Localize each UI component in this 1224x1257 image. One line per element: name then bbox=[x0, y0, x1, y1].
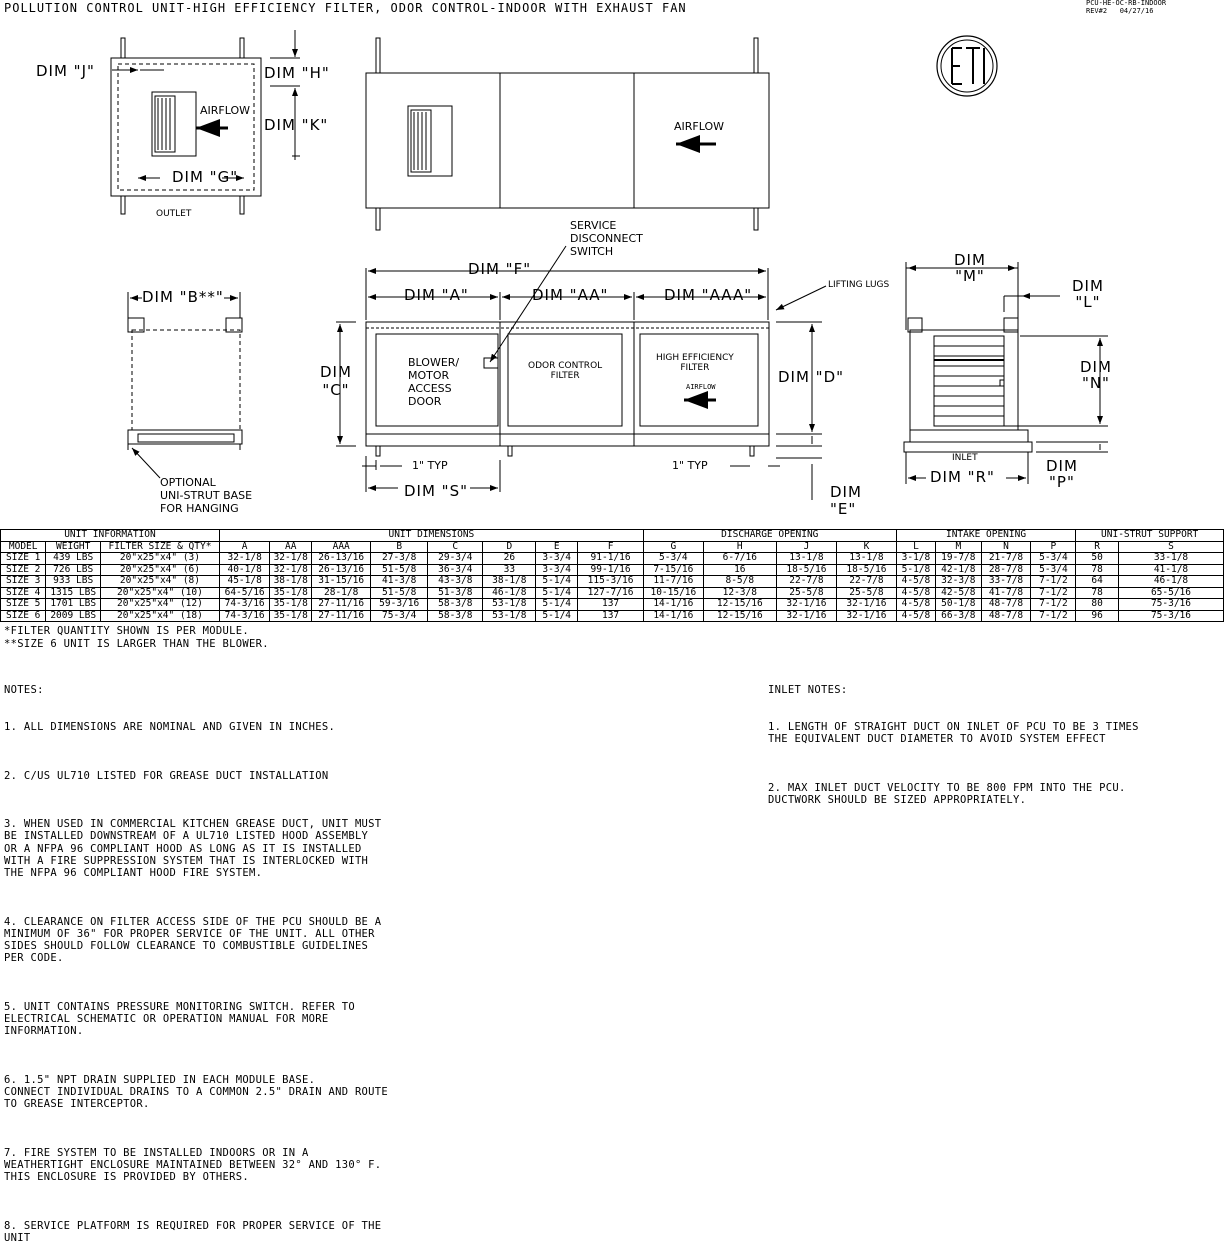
column-header: MODEL bbox=[1, 541, 46, 553]
table-cell: 51-5/8 bbox=[371, 587, 428, 599]
table-cell: 5-1/8 bbox=[896, 564, 935, 576]
dim-aa-label: DIM "AA" bbox=[532, 286, 609, 304]
table-cell: 5-1/4 bbox=[536, 587, 578, 599]
table-cell: 5-3/4 bbox=[643, 553, 703, 565]
table-cell: SIZE 5 bbox=[1, 599, 46, 611]
inlet-note-2: 2. MAX INLET DUCT VELOCITY TO BE 800 FPM INTO THE PCU. DUCTWORK SHOULD BE SIZED APPROPRIATELY. bbox=[768, 781, 1126, 807]
group-intake: INTAKE OPENING bbox=[896, 530, 1076, 542]
table-cell: 53-1/8 bbox=[483, 599, 536, 611]
table-cell: 50-1/8 bbox=[936, 599, 981, 611]
dim-e-label: DIM "E" bbox=[830, 483, 862, 518]
group-unit-dimensions: UNIT DIMENSIONS bbox=[219, 530, 643, 542]
typ-right-label: 1" TYP bbox=[672, 459, 708, 472]
dim-d-label: DIM "D" bbox=[778, 368, 845, 386]
table-cell: 12-3/8 bbox=[703, 587, 776, 599]
table-cell: 20"x25"x4" (6) bbox=[101, 564, 220, 576]
blower-door-label: BLOWER/ MOTOR ACCESS DOOR bbox=[408, 356, 460, 408]
dim-f-label: DIM "F" bbox=[468, 260, 532, 278]
table-cell: 99-1/16 bbox=[578, 564, 644, 576]
column-header: J bbox=[776, 541, 836, 553]
table-row bbox=[1, 576, 1224, 588]
dim-j-label: DIM "J" bbox=[36, 62, 95, 80]
column-header: WEIGHT bbox=[46, 541, 101, 553]
table-cell: 21-7/8 bbox=[981, 553, 1031, 565]
table-cell: 7-15/16 bbox=[643, 564, 703, 576]
group-strut: UNI-STRUT SUPPORT bbox=[1076, 530, 1224, 542]
table-cell: 51-5/8 bbox=[371, 564, 428, 576]
table-cell: 4-5/8 bbox=[896, 610, 935, 622]
table-cell: 5-1/4 bbox=[536, 576, 578, 588]
side-airflow-label: AIRFLOW bbox=[686, 383, 716, 391]
table-cell: 28-7/8 bbox=[981, 564, 1031, 576]
table-cell: 45-1/8 bbox=[219, 576, 269, 588]
table-row bbox=[1, 587, 1224, 599]
table-cell: 78 bbox=[1076, 587, 1119, 599]
inlet-label: INLET bbox=[952, 453, 978, 463]
table-cell: 46-1/8 bbox=[483, 587, 536, 599]
document-code: PCU-HE-OC-RB-INDOOR bbox=[1086, 0, 1167, 7]
table-cell: 50 bbox=[1076, 553, 1119, 565]
note-8: 8. SERVICE PLATFORM IS REQUIRED FOR PROPER SERVICE OF THE UNIT bbox=[4, 1219, 382, 1245]
column-header: AA bbox=[270, 541, 312, 553]
table-cell: 13-1/8 bbox=[837, 553, 897, 565]
strut-note: OPTIONAL UNI-STRUT BASE FOR HANGING bbox=[160, 476, 253, 515]
dim-l-label: DIM "L" bbox=[1072, 277, 1104, 311]
table-cell: 32-1/16 bbox=[837, 610, 897, 622]
table-cell: 31-15/16 bbox=[312, 576, 371, 588]
table-cell: 75-3/16 bbox=[1118, 610, 1223, 622]
column-header: L bbox=[896, 541, 935, 553]
column-header: R bbox=[1076, 541, 1119, 553]
table-cell: 42-1/8 bbox=[936, 564, 981, 576]
drawing-title: POLLUTION CONTROL UNIT-HIGH EFFICIENCY FILTER, ODOR CONTROL-INDOOR WITH EXHAUST FAN bbox=[4, 1, 687, 15]
footnote-size6: **SIZE 6 UNIT IS LARGER THAN THE BLOWER. bbox=[4, 638, 269, 650]
dim-s-label: DIM "S" bbox=[404, 482, 469, 500]
table-cell: 32-1/8 bbox=[270, 564, 312, 576]
outlet-airflow-label: AIRFLOW bbox=[200, 104, 251, 117]
table-cell: 22-7/8 bbox=[776, 576, 836, 588]
table-cell: 20"x25"x4" (10) bbox=[101, 587, 220, 599]
service-switch-label: SERVICE DISCONNECT SWITCH bbox=[570, 219, 643, 258]
column-header: P bbox=[1031, 541, 1076, 553]
table-cell: 35-1/8 bbox=[270, 610, 312, 622]
column-header: A bbox=[219, 541, 269, 553]
table-cell: 48-7/8 bbox=[981, 610, 1031, 622]
table-cell: 28-1/8 bbox=[312, 587, 371, 599]
dim-m-label: DIM "M" bbox=[954, 251, 986, 285]
table-cell: 18-5/16 bbox=[837, 564, 897, 576]
table-cell: 35-1/8 bbox=[270, 587, 312, 599]
table-cell: 5-3/4 bbox=[1031, 553, 1076, 565]
table-cell: 12-15/16 bbox=[703, 610, 776, 622]
table-cell: 46-1/8 bbox=[1118, 576, 1223, 588]
table-cell: 137 bbox=[578, 599, 644, 611]
hepa-filter-label: HIGH EFFICIENCY FILTER bbox=[656, 353, 734, 373]
table-cell: 51-3/8 bbox=[428, 587, 483, 599]
table-cell: 80 bbox=[1076, 599, 1119, 611]
table-cell: 14-1/16 bbox=[643, 599, 703, 611]
table-cell: 20"x25"x4" (3) bbox=[101, 553, 220, 565]
table-cell: 74-3/16 bbox=[219, 599, 269, 611]
table-cell: 32-1/16 bbox=[776, 610, 836, 622]
note-6: 6. 1.5" NPT DRAIN SUPPLIED IN EACH MODULE BASE. CONNECT INDIVIDUAL DRAINS TO A COMMON 2.5" DRAIN AND ROUTE TO GREASE INTERCEPTOR. bbox=[4, 1073, 389, 1111]
table-cell: 58-3/8 bbox=[428, 599, 483, 611]
table-cell: 115-3/16 bbox=[578, 576, 644, 588]
table-cell: 78 bbox=[1076, 564, 1119, 576]
table-cell: 36-3/4 bbox=[428, 564, 483, 576]
table-row bbox=[1, 599, 1224, 611]
table-cell: 32-1/16 bbox=[776, 599, 836, 611]
table-cell: 12-15/16 bbox=[703, 599, 776, 611]
table-cell: 25-5/8 bbox=[776, 587, 836, 599]
notes-section bbox=[4, 660, 388, 1257]
table-cell: 4-5/8 bbox=[896, 587, 935, 599]
table-cell: 137 bbox=[578, 610, 644, 622]
table-cell: 42-5/8 bbox=[936, 587, 981, 599]
column-header: FILTER SIZE & QTY* bbox=[101, 541, 220, 553]
table-cell: 127-7/16 bbox=[578, 587, 644, 599]
table-cell: 64 bbox=[1076, 576, 1119, 588]
dim-c-label: DIM "C" bbox=[320, 363, 352, 399]
table-cell: 5-1/4 bbox=[536, 610, 578, 622]
table-cell: 65-5/16 bbox=[1118, 587, 1223, 599]
table-cell: 48-7/8 bbox=[981, 599, 1031, 611]
table-cell: 4-5/8 bbox=[896, 576, 935, 588]
table-cell: SIZE 1 bbox=[1, 553, 46, 565]
table-cell: 26 bbox=[483, 553, 536, 565]
note-3: 3. WHEN USED IN COMMERCIAL KITCHEN GREASE DUCT, UNIT MUST BE INSTALLED DOWNSTREAM OF A UL710 LISTED HOOD ASSEMBLY OR A NFPA 96 COMPLIANT HOOD AS LONG AS IT IS INSTALLED WITH A FIRE SUPPRESSION SYSTEM THAT IS INTERLOCKED WITH THE NFPA 96 COMPLIANT HOOD FIRE SYSTEM. bbox=[4, 818, 382, 880]
left-end-view bbox=[128, 288, 242, 478]
table-cell: 1701 LBS bbox=[46, 599, 101, 611]
table-cell: 32-1/8 bbox=[270, 553, 312, 565]
column-header: D bbox=[483, 541, 536, 553]
revision-label: REV#2 04/27/16 bbox=[1086, 7, 1154, 15]
table-cell: 25-5/8 bbox=[837, 587, 897, 599]
table-cell: 26-13/16 bbox=[312, 553, 371, 565]
table-cell: 7-1/2 bbox=[1031, 599, 1076, 611]
table-cell: 33-1/8 bbox=[1118, 553, 1223, 565]
column-header: N bbox=[981, 541, 1031, 553]
table-row bbox=[1, 564, 1224, 576]
inlet-note-1: 1. LENGTH OF STRAIGHT DUCT ON INLET OF PCU TO BE 3 TIMES THE EQUIVALENT DUCT DIAMETER TO AVOID SYSTEM EFFECT bbox=[768, 721, 1139, 746]
table-cell: 19-7/8 bbox=[936, 553, 981, 565]
dim-g-label: DIM "G" bbox=[172, 168, 239, 186]
dim-a-label: DIM "A" bbox=[404, 286, 469, 304]
outlet-label: OUTLET bbox=[156, 209, 192, 219]
table-cell: 27-3/8 bbox=[371, 553, 428, 565]
table-cell: 26-13/16 bbox=[312, 564, 371, 576]
table-cell: 38-1/8 bbox=[483, 576, 536, 588]
table-cell: 3-3/4 bbox=[536, 564, 578, 576]
note-1: 1. ALL DIMENSIONS ARE NOMINAL AND GIVEN IN INCHES. bbox=[4, 721, 336, 734]
lifting-lugs-label: LIFTING LUGS bbox=[828, 280, 890, 290]
table-cell: 439 LBS bbox=[46, 553, 101, 565]
table-cell: 7-1/2 bbox=[1031, 576, 1076, 588]
table-cell: 58-3/8 bbox=[428, 610, 483, 622]
column-header: S bbox=[1118, 541, 1223, 553]
dim-k-label: DIM "K" bbox=[264, 116, 329, 134]
table-group-row bbox=[1, 530, 1224, 542]
column-header: G bbox=[643, 541, 703, 553]
table-cell: 40-1/8 bbox=[219, 564, 269, 576]
table-cell: 4-5/8 bbox=[896, 599, 935, 611]
table-cell: 53-1/8 bbox=[483, 610, 536, 622]
table-cell: 1315 LBS bbox=[46, 587, 101, 599]
note-4: 4. CLEARANCE ON FILTER ACCESS SIDE OF THE PCU SHOULD BE A MINIMUM OF 36" FOR PROPER SERVICE OF THE UNIT. ALL OTHER SIDES SHOULD FOLLOW CLEARANCE TO COMBUSTIBLE GUIDELINES PER CODE. bbox=[4, 915, 382, 965]
table-cell: 29-3/4 bbox=[428, 553, 483, 565]
table-cell: 91-1/16 bbox=[578, 553, 644, 565]
table-cell: 726 LBS bbox=[46, 564, 101, 576]
table-cell: 27-11/16 bbox=[312, 610, 371, 622]
notes-heading: NOTES: bbox=[4, 684, 44, 697]
table-cell: 5-1/4 bbox=[536, 599, 578, 611]
table-cell: 14-1/16 bbox=[643, 610, 703, 622]
note-2: 2. C/US UL710 LISTED FOR GREASE DUCT INSTALLATION bbox=[4, 769, 329, 782]
table-cell: 7-1/2 bbox=[1031, 610, 1076, 622]
footnote-filter: *FILTER QUANTITY SHOWN IS PER MODULE. bbox=[4, 625, 249, 637]
table-header-row bbox=[1, 541, 1224, 553]
table-cell: 7-1/2 bbox=[1031, 587, 1076, 599]
dim-b-label: DIM "B**" bbox=[142, 288, 224, 306]
table-cell: 32-1/8 bbox=[219, 553, 269, 565]
table-cell: 96 bbox=[1076, 610, 1119, 622]
table-cell: 41-3/8 bbox=[371, 576, 428, 588]
inlet-notes-heading: INLET NOTES: bbox=[768, 684, 848, 697]
table-cell: 41-7/8 bbox=[981, 587, 1031, 599]
dim-p-label: DIM "P" bbox=[1046, 457, 1078, 491]
table-cell: 22-7/8 bbox=[837, 576, 897, 588]
column-header: M bbox=[936, 541, 981, 553]
table-cell: SIZE 6 bbox=[1, 610, 46, 622]
column-header: E bbox=[536, 541, 578, 553]
table-cell: 66-3/8 bbox=[936, 610, 981, 622]
table-cell: 20"x25"x4" (12) bbox=[101, 599, 220, 611]
column-header: H bbox=[703, 541, 776, 553]
top-view bbox=[366, 38, 769, 230]
table-cell: 5-3/4 bbox=[1031, 564, 1076, 576]
table-cell: 13-1/8 bbox=[776, 553, 836, 565]
dim-n-label: DIM "N" bbox=[1080, 358, 1112, 392]
table-cell: 8-5/8 bbox=[703, 576, 776, 588]
table-cell: 43-3/8 bbox=[428, 576, 483, 588]
table-cell: 2009 LBS bbox=[46, 610, 101, 622]
table-row bbox=[1, 610, 1224, 622]
column-header: C bbox=[428, 541, 483, 553]
table-cell: 32-3/8 bbox=[936, 576, 981, 588]
typ-left-label: 1" TYP bbox=[412, 459, 448, 472]
dim-h-label: DIM "H" bbox=[264, 64, 330, 82]
column-header: B bbox=[371, 541, 428, 553]
table-cell: 41-1/8 bbox=[1118, 564, 1223, 576]
table-cell: 75-3/4 bbox=[371, 610, 428, 622]
column-header: F bbox=[578, 541, 644, 553]
note-7: 7. FIRE SYSTEM TO BE INSTALLED INDOORS OR IN A WEATHERTIGHT ENCLOSURE MAINTAINED BETWEEN 32° AND 130° F. THIS ENCLOSURE IS PROVIDED BY OTHERS. bbox=[4, 1146, 382, 1184]
table-cell: 20"x25"x4" (8) bbox=[101, 576, 220, 588]
table-cell: 27-11/16 bbox=[312, 599, 371, 611]
inlet-notes-section bbox=[768, 660, 1139, 830]
table-cell: 64-5/16 bbox=[219, 587, 269, 599]
technical-drawing bbox=[0, 0, 1224, 530]
table-cell: 18-5/16 bbox=[776, 564, 836, 576]
column-header: AAA bbox=[312, 541, 371, 553]
table-cell: 35-1/8 bbox=[270, 599, 312, 611]
table-cell: 3-3/4 bbox=[536, 553, 578, 565]
table-cell: 33 bbox=[483, 564, 536, 576]
table-cell: SIZE 4 bbox=[1, 587, 46, 599]
table-cell: 33-7/8 bbox=[981, 576, 1031, 588]
table-body bbox=[1, 553, 1224, 622]
table-cell: 74-3/16 bbox=[219, 610, 269, 622]
unit-spec-table bbox=[0, 529, 1224, 622]
etl-listed-logo bbox=[937, 36, 997, 96]
table-cell: 20"x25"x4" (18) bbox=[101, 610, 220, 622]
dim-aaa-label: DIM "AAA" bbox=[664, 286, 753, 304]
odor-filter-label: ODOR CONTROL FILTER bbox=[528, 361, 603, 381]
group-discharge: DISCHARGE OPENING bbox=[643, 530, 896, 542]
table-cell: SIZE 2 bbox=[1, 564, 46, 576]
table-row bbox=[1, 553, 1224, 565]
table-cell: 3-1/8 bbox=[896, 553, 935, 565]
table-cell: 38-1/8 bbox=[270, 576, 312, 588]
table-cell: 32-1/16 bbox=[837, 599, 897, 611]
table-cell: 11-7/16 bbox=[643, 576, 703, 588]
table-cell: SIZE 3 bbox=[1, 576, 46, 588]
table-cell: 6-7/16 bbox=[703, 553, 776, 565]
table-cell: 16 bbox=[703, 564, 776, 576]
group-unit-info: UNIT INFORMATION bbox=[1, 530, 220, 542]
dim-r-label: DIM "R" bbox=[930, 468, 995, 486]
top-airflow-label: AIRFLOW bbox=[674, 120, 725, 133]
note-5: 5. UNIT CONTAINS PRESSURE MONITORING SWITCH. REFER TO ELECTRICAL SCHEMATIC OR OPERATION MANUAL FOR MORE INFORMATION. bbox=[4, 1000, 355, 1038]
table-cell: 933 LBS bbox=[46, 576, 101, 588]
table-cell: 59-3/16 bbox=[371, 599, 428, 611]
table-cell: 75-3/16 bbox=[1118, 599, 1223, 611]
column-header: K bbox=[837, 541, 897, 553]
table-cell: 10-15/16 bbox=[643, 587, 703, 599]
